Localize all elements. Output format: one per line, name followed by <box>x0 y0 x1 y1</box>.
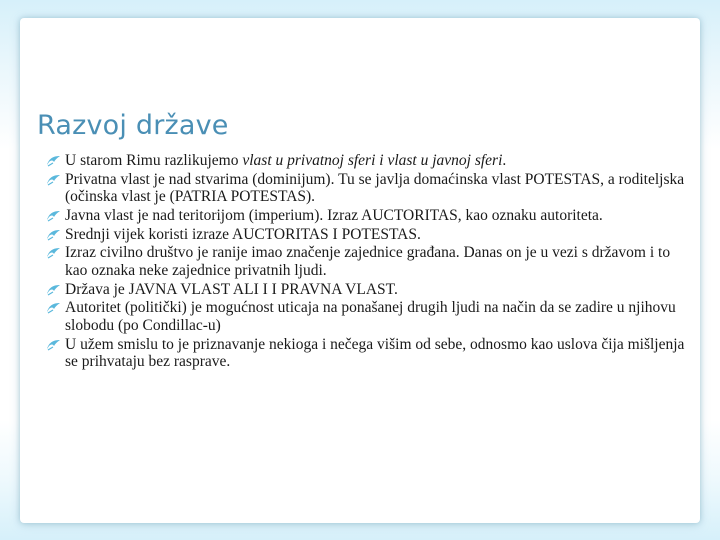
bullet-emphasis: vlast u privatnoj sferi i vlast u javnoj sferi <box>242 152 503 169</box>
wing-bullet-icon <box>46 229 61 241</box>
bullet-item <box>46 244 686 280</box>
wing-bullet-icon <box>46 339 61 351</box>
bullet-item <box>46 336 686 372</box>
wing-bullet-icon <box>46 155 61 167</box>
bullet-item <box>46 226 686 244</box>
wing-bullet-icon <box>46 284 61 296</box>
bullet-item <box>46 281 686 299</box>
bullet-text: U starom Rimu razlikujemo <box>65 152 243 169</box>
bullet-item <box>46 152 686 170</box>
wing-bullet-icon <box>46 302 61 314</box>
wing-bullet-icon <box>46 247 61 259</box>
bullet-item <box>46 299 686 335</box>
bullet-item <box>46 171 686 207</box>
wing-bullet-icon <box>46 174 61 186</box>
bullet-list <box>46 152 686 372</box>
bullet-text: Privatna vlast je nad stvarima (dominijum). Tu se javlja domaćinska vlast POTESTAS, a roditeljska (očinska vlast je (PATRIA POTESTAS). <box>65 170 685 206</box>
bullet-text: Izraz civilno društvo je ranije imao značenje zajednice građana. Danas on je u vezi s državom i to kao oznaka neke zajednice privatnih ljudi. <box>65 244 671 279</box>
slide-title: Razvoj države <box>37 110 229 141</box>
bullet-item <box>46 207 686 225</box>
bullet-text: Država je JAVNA VLAST ALI I I PRAVNA VLAST. <box>65 280 398 298</box>
bullet-text: Javna vlast je nad teritorijom (imperium). Izraz AUCTORITAS, kao oznaku autoriteta. <box>65 206 603 224</box>
bullet-text: Autoritet (politički) je mogućnost uticaja na ponašanej drugih ljudi na način da se zadire u njihovu slobodu (po Condillac-u) <box>65 299 676 334</box>
bullet-text: U užem smislu to je priznavanje nekioga i nečega višim od sebe, odnosmo kao uslova čija mišljenja se prihvataju bez rasprave. <box>65 335 685 371</box>
bullet-tail: . <box>502 152 507 169</box>
bullet-text: Srednji vijek koristi izraze AUCTORITAS I POTESTAS. <box>65 225 421 243</box>
wing-bullet-icon <box>46 210 61 222</box>
